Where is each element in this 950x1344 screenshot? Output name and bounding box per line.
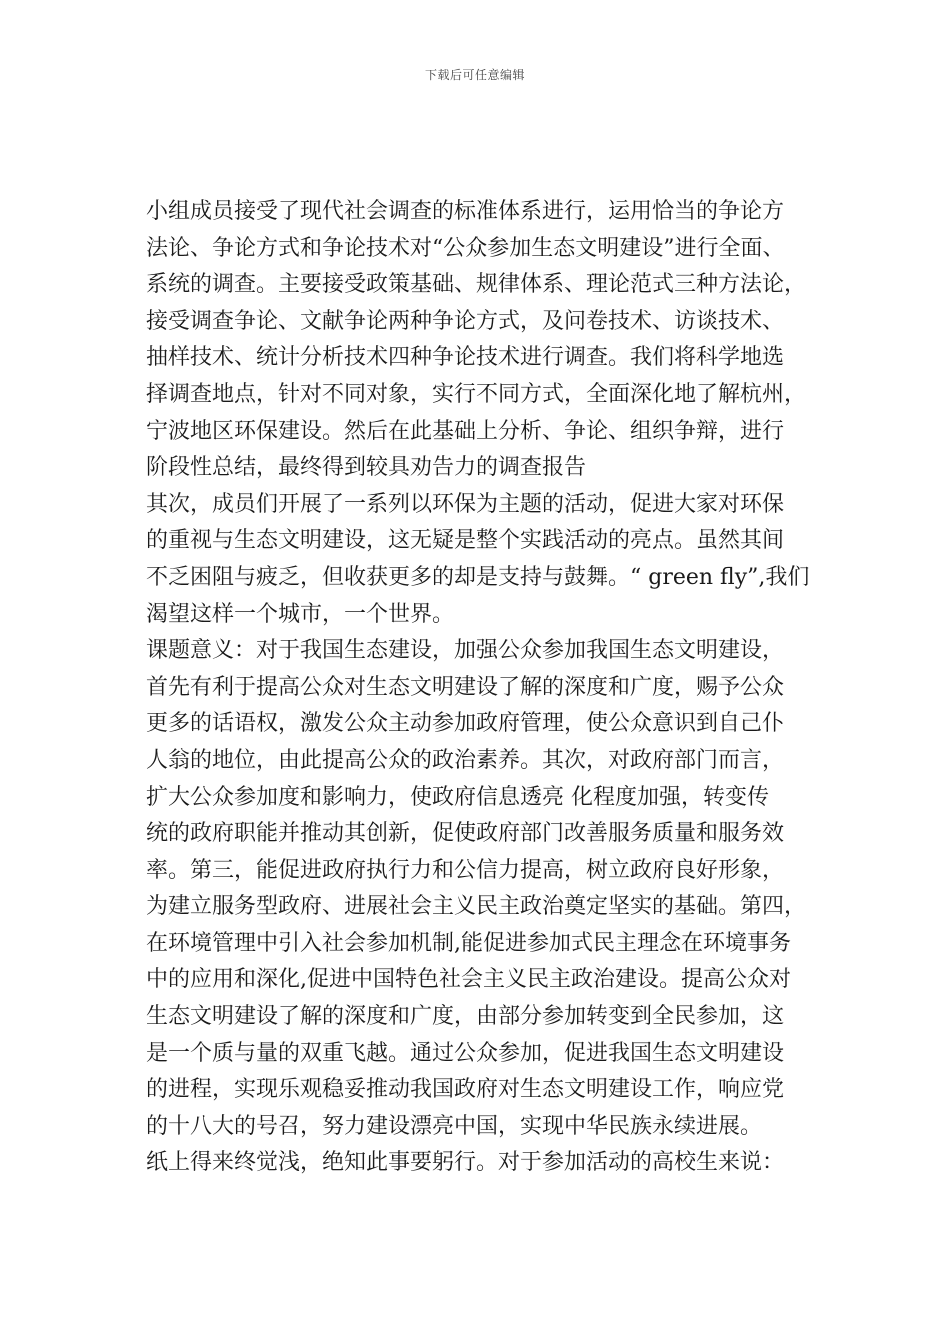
text-line: 的十八大的号召，努力建设漂亮中国，实现中华民族永续进展。 — [146, 1113, 763, 1139]
text-line: 扩大公众参加度和影响力，使政府信息透亮 化程度加强，转变传 — [146, 784, 769, 810]
text-line: 为建立服务型政府、进展社会主义民主政治奠定坚实的基础。第四， — [146, 894, 807, 920]
text-line: 课题意义：对于我国生态建设，加强公众参加我国生态文明建设， — [146, 638, 785, 664]
text-line: 在环境管理中引入社会参加机制,能促进参加式民主理念在环境事务 — [146, 930, 791, 956]
text-line: 人翁的地位，由此提高公众的政治素养。其次，对政府部门而言， — [146, 747, 785, 773]
text-line: 阶段性总结，最终得到较具劝告力的调查报告 — [146, 455, 587, 481]
text-line: 接受调查争论、文献争论两种争论方式，及问卷技术、访谈技术、 — [146, 308, 785, 334]
text-line: 的重视与生态文明建设，这无疑是整个实践活动的亮点。虽然其间 — [146, 528, 785, 554]
text-line: 生态文明建设了解的深度和广度，由部分参加转变到全民参加，这 — [146, 1004, 785, 1030]
text-line: 小组成员接受了现代社会调查的标准体系进行，运用恰当的争论方 — [146, 199, 785, 224]
text-line: 宁波地区环保建设。然后在此基础上分析、争论、组织争辩，进行 — [146, 418, 785, 444]
text-line: 其次，成员们开展了一系列以环保为主题的活动，促进大家对环保 — [146, 491, 785, 517]
text-line: 系统的调查。主要接受政策基础、规律体系、理论范式三种方法论， — [146, 272, 807, 298]
text-line: 抽样技术、统计分析技术四种争论技术进行调查。我们将科学地选 — [146, 345, 785, 371]
text-line: 择调查地点，针对不同对象，实行不同方式，全面深化地了解杭州， — [146, 381, 807, 407]
text-line: 中的应用和深化,促进中国特色社会主义民主政治建设。提高公众对 — [146, 967, 791, 993]
document-body — [146, 194, 836, 1182]
text-line: 渴望这样一个城市，一个世界。 — [146, 601, 455, 627]
text-line: 不乏困阻与疲乏，但收获更多的却是支持与鼓舞。“ green fly”,我们 — [146, 564, 810, 590]
text-line: 统的政府职能并推动其创新，促使政府部门改善服务质量和服务效 — [146, 821, 785, 847]
text-line: 是一个质与量的双重飞越。通过公众参加，促进我国生态文明建设 — [146, 1040, 785, 1066]
text-line: 的进程，实现乐观稳妥推动我国政府对生态文明建设工作，响应党 — [146, 1077, 785, 1103]
text-line: 首先有利于提高公众对生态文明建设了解的深度和广度，赐予公众 — [146, 674, 785, 700]
text-line: 率。第三，能促进政府执行力和公信力提高，树立政府良好形象， — [146, 857, 785, 883]
text-line: 更多的话语权，激发公众主动参加政府管理，使公众意识到自己仆 — [146, 711, 785, 737]
text-line: 纸上得来终觉浅，绝知此事要躬行。对于参加活动的高校生来说： — [146, 1150, 785, 1176]
text-line: 法论、争论方式和争论技术对“公众参加生态文明建设”进行全面、 — [146, 235, 785, 261]
page-header: 下载后可任意编辑 — [424, 68, 525, 82]
